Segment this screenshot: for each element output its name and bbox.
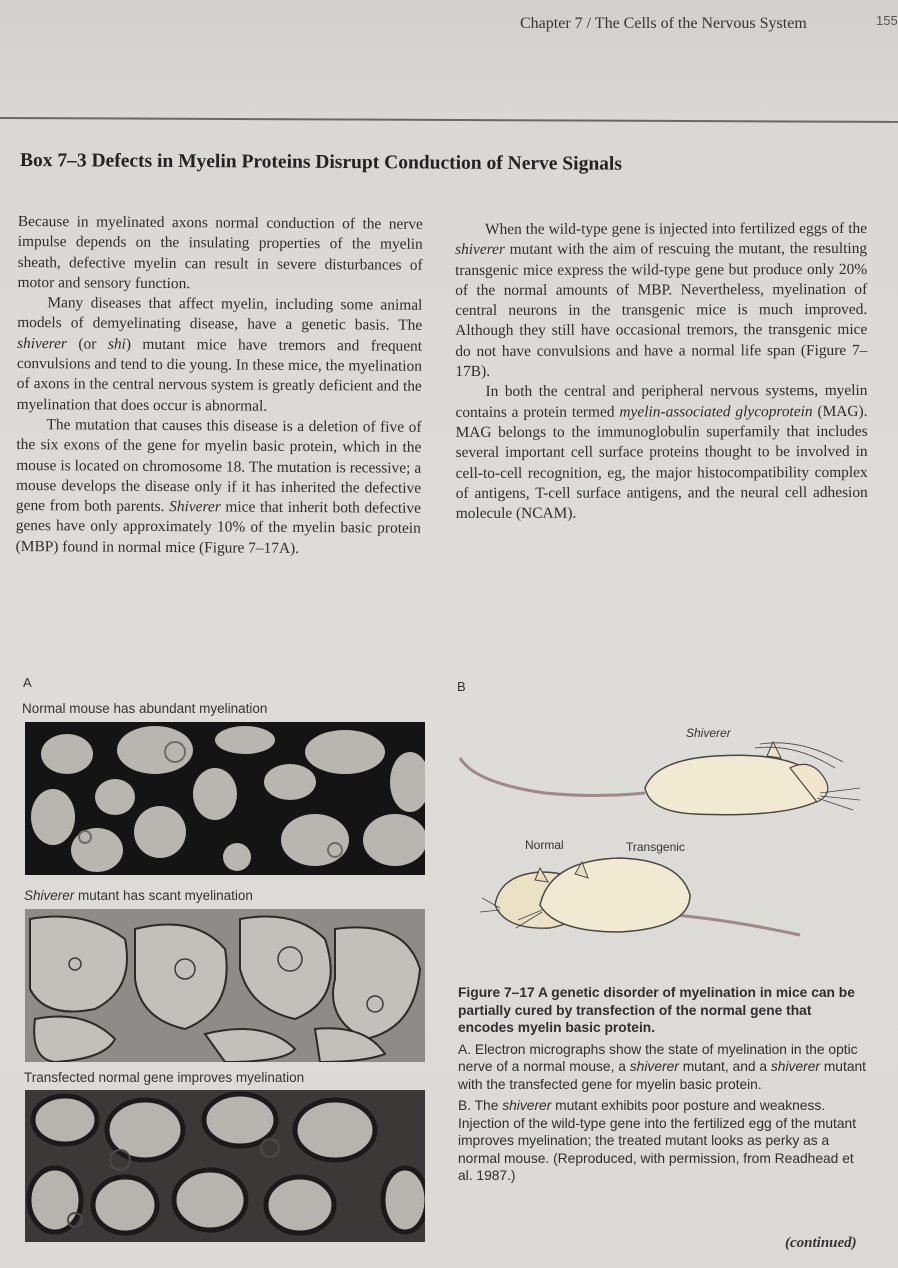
text-run: mutant with the transfected gene for myelin basic protein. xyxy=(458,1059,866,1092)
figure-caption xyxy=(458,984,866,1185)
box-title: Box 7–3 Defects in Myelin Proteins Disrupt Conduction of Nerve Signals xyxy=(19,150,623,175)
micrograph-transfected xyxy=(25,1090,425,1242)
left-column xyxy=(16,212,423,560)
micrograph-normal-image xyxy=(25,722,425,875)
text-run: (MAG). MAG belongs to the immunoglobulin superfamily that includes several important cell surface proteins thought to be involved in cell-to-cell recognition, eg, the major histocompatibility complex of antigens, T-cell surface antigens, and the neural cell adhesion molecule (NCAM). xyxy=(455,402,868,523)
right-column xyxy=(455,219,868,525)
italic-term: shiverer xyxy=(629,1059,679,1074)
normal-transgenic-mice-illustration xyxy=(480,850,810,945)
micrograph-transfected-image xyxy=(25,1090,425,1242)
italic-term: Shiverer xyxy=(24,888,75,903)
left-paragraph-1: Because in myelinated axons normal conduction of the nerve impulse depends on the insulating properties of the myelin sheath, defective myelin can result in severe disturbances of motor and sensory function. xyxy=(17,212,423,293)
right-paragraph-2 xyxy=(455,381,867,524)
panel-b-letter: B xyxy=(457,679,466,694)
text-run: mutant has scant myelination xyxy=(74,888,253,903)
text-run: mutant with the aim of rescuing the mutant, the resulting transgenic mice express the wild-type gene but produce only 20% of the normal amounts of MBP. Nevertheless, myelination of central neurons in the transgenic mice is much improved. Although they still have occasional tremors, the transgenic mice do not have convulsions and have a normal life span (Figure 7–17B). xyxy=(455,240,868,381)
text-run: mutant, and a xyxy=(678,1059,771,1074)
micrograph-shiverer xyxy=(25,909,425,1062)
caption-title: Figure 7–17 A genetic disorder of myelination in mice can be partially cured by transfection of the normal gene that encodes myelin basic protein. xyxy=(458,985,855,1035)
page-number: 155 xyxy=(876,13,898,28)
text-run: B. The xyxy=(458,1098,503,1113)
text-run: A. Electron micrographs show the state of myelination in the optic nerve of a normal mouse, a xyxy=(458,1041,858,1074)
micrograph-label-transfected: Transfected normal gene improves myelination xyxy=(24,1070,305,1085)
mouse-label-shiverer: Shiverer xyxy=(686,726,731,740)
text-run: mice that inherit both defective genes have only approximately 10% of the myelin basic protein (MBP) found in normal mice (Figure 7–17A). xyxy=(15,498,422,557)
micrograph-normal xyxy=(25,722,425,875)
running-head: Chapter 7 / The Cells of the Nervous System xyxy=(520,15,807,32)
micrograph-label-shiverer xyxy=(24,888,253,903)
text-run: When the wild-type gene is injected into fertilized eggs of the xyxy=(485,219,868,238)
text-run: ) mutant mice have tremors and frequent convulsions and tend to die young. In these mice, the myelination of axons in the central nervous system is greatly deficient and the myelination that does occur is abnormal. xyxy=(16,335,423,415)
mouse-label-normal: Normal xyxy=(525,838,564,852)
left-paragraph-2 xyxy=(17,293,423,418)
text-run: (or xyxy=(66,335,108,353)
text-run: Many diseases that affect myelin, including some animal models of demyelinating disease, have a genetic basis. The xyxy=(17,294,423,335)
panel-a-letter: A xyxy=(23,675,32,690)
right-paragraph-1 xyxy=(455,219,867,382)
italic-term: shiverer xyxy=(502,1098,552,1113)
left-paragraph-3 xyxy=(16,415,422,560)
caption-part-a xyxy=(458,1041,866,1094)
italic-term: myelin-associated glycoprotein xyxy=(619,402,813,421)
shiverer-mouse-illustration xyxy=(455,738,865,838)
italic-term: shiverer xyxy=(770,1059,820,1074)
italic-term: shi xyxy=(107,335,126,353)
mouse-label-transgenic: Transgenic xyxy=(626,840,685,854)
italic-term: Shiverer xyxy=(169,498,221,516)
continued-note: (continued) xyxy=(785,1235,857,1251)
italic-term: shiverer xyxy=(455,241,505,259)
micrograph-label-normal: Normal mouse has abundant myelination xyxy=(22,701,268,716)
italic-term: shiverer xyxy=(17,334,68,353)
caption-part-b xyxy=(458,1097,866,1185)
text-run: mutant exhibits poor posture and weakness. Injection of the wild-type gene into the fertilized egg of the mutant improves myelination; the treated mutant looks as perky as a normal mouse. (Reproduced, with permission, from Readhead et al. 1987.) xyxy=(458,1098,857,1183)
text-run: The mutation that causes this disease is a deletion of five of the six exons of the gene for myelin basic protein, which in the mouse is located on chromosome 18. The mutation is recessive; a mouse develops the disease only if it has inherited the defective gene from both parents. xyxy=(15,416,422,516)
micrograph-shiverer-image xyxy=(25,909,425,1062)
text-run: In both the central and peripheral nervous systems, myelin contains a protein termed xyxy=(455,382,868,421)
